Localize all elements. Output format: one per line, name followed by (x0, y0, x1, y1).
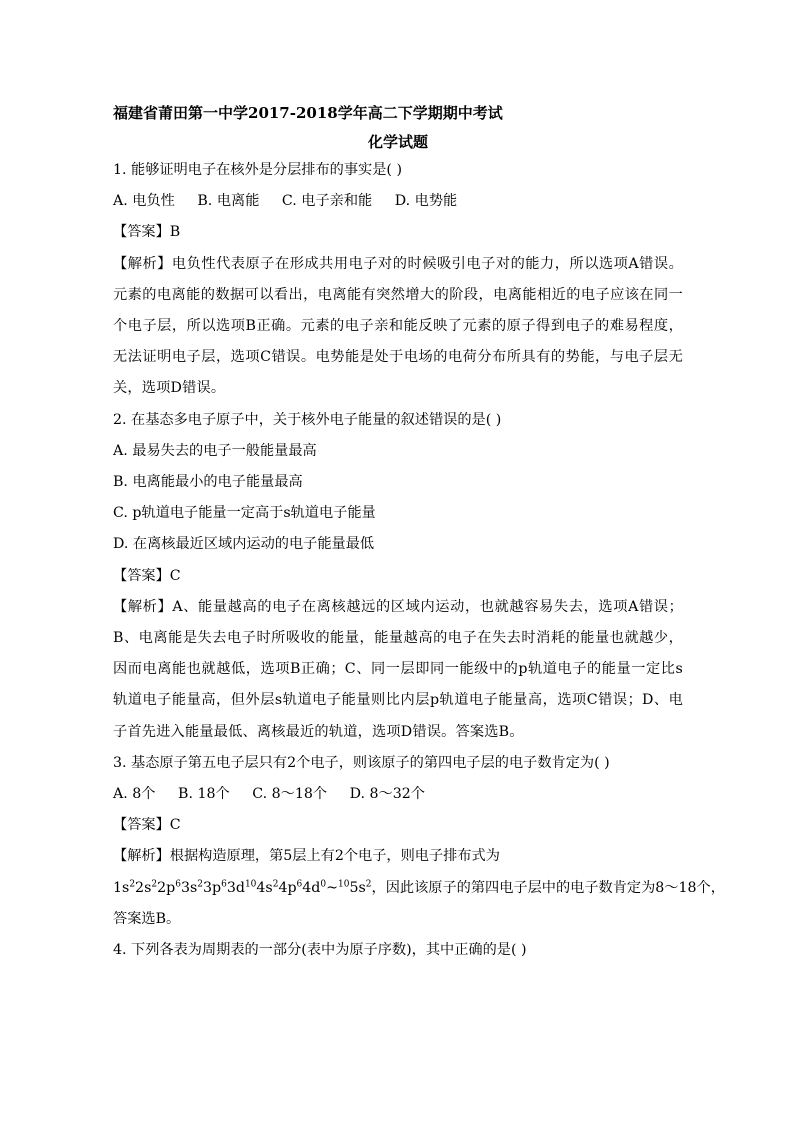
question-2-stem: 2. 在基态多电子原子中，关于核外电子能量的叙述错误的是( ) (113, 411, 502, 428)
electron-configuration: $1s^22s^22p^63s^23p^63d^{10}4s^24p^64d^0\sim^{10}5s^2$ (113, 878, 372, 896)
question-2-option-d: D. 在离核最近区域内运动的电子能量最低 (113, 536, 375, 553)
question-2-analysis: 【解析】A、能量越高的电子在离核越远的区域内运动，也就越容易失去，选项A错误；B、电离能是失去电子时所吸收的能量，能量越高的电子在失去时消耗的能量也就越少，因而电离能也就越低，选项B正确；C、同一层即同一能级中的p轨道电子的能量一定比s轨道电子能量高，但外层s轨道电子能量则比内层p轨道电子能量高，选项C错误；D、电子首先进入能量最低、离核最近的轨道，选项D错误。答案选B。 (113, 598, 683, 740)
question-4-stem: 4. 下列各表为周期表的一部分(表中为原子序数)，其中正确的是( ) (113, 942, 527, 959)
document-subtitle: 化学试题 (367, 133, 428, 151)
question-1-options: A. 电负性 B. 电离能 C. 电子亲和能 D. 电势能 (113, 193, 458, 210)
question-1-stem: 1. 能够证明电子在核外是分层排布的事实是( ) (113, 162, 403, 178)
question-2-option-a: A. 最易失去的电子一般能量最高 (113, 442, 317, 459)
question-2-answer: 【答案】C (113, 567, 181, 584)
question-3-stem: 3. 基态原子第五电子层只有2个电子，则该原子的第四电子层的电子数肯定为( ) (113, 754, 610, 771)
question-1-analysis: 【解析】电负性代表原子在形成共用电子对的时候吸引电子对的能力，所以选项A错误。元素的电离能的数据可以看出，电离能有突然增大的阶段，电离能相近的电子应该在同一个电子层，所以选项B正确。元素的电子亲和能反映了元素的原子得到电子的难易程度，无法证明电子层，选项C错误。电势能是处于电场的电荷分布所具有的势能，与电子层无关，选项D错误。 (113, 255, 683, 397)
question-2-option-c: C. p轨道电子能量一定高于s轨道电子能量 (113, 505, 376, 522)
question-2-option-b: B. 电离能最小的电子能量最高 (113, 474, 303, 491)
question-3-analysis-end: 答案选B。 (113, 910, 181, 927)
document-body (113, 100, 725, 966)
document-title: 福建省莆田第一中学2017-2018学年高二下学期期中考试 (113, 104, 503, 122)
question-3-analysis-continuation: ，因此该原子的第四电子层中的电子数肯定为8～18个， (371, 879, 725, 896)
question-1-answer: 【答案】B (113, 224, 181, 241)
question-3-electron-configuration-line (113, 873, 725, 904)
question-3-options: A. 8个 B. 18个 C. 8～18个 D. 8～32个 (113, 786, 425, 803)
question-3-answer: 【答案】C (113, 817, 181, 834)
question-3-analysis-intro: 【解析】根据构造原理，第5层上有2个电子，则电子排布式为 (113, 848, 500, 865)
